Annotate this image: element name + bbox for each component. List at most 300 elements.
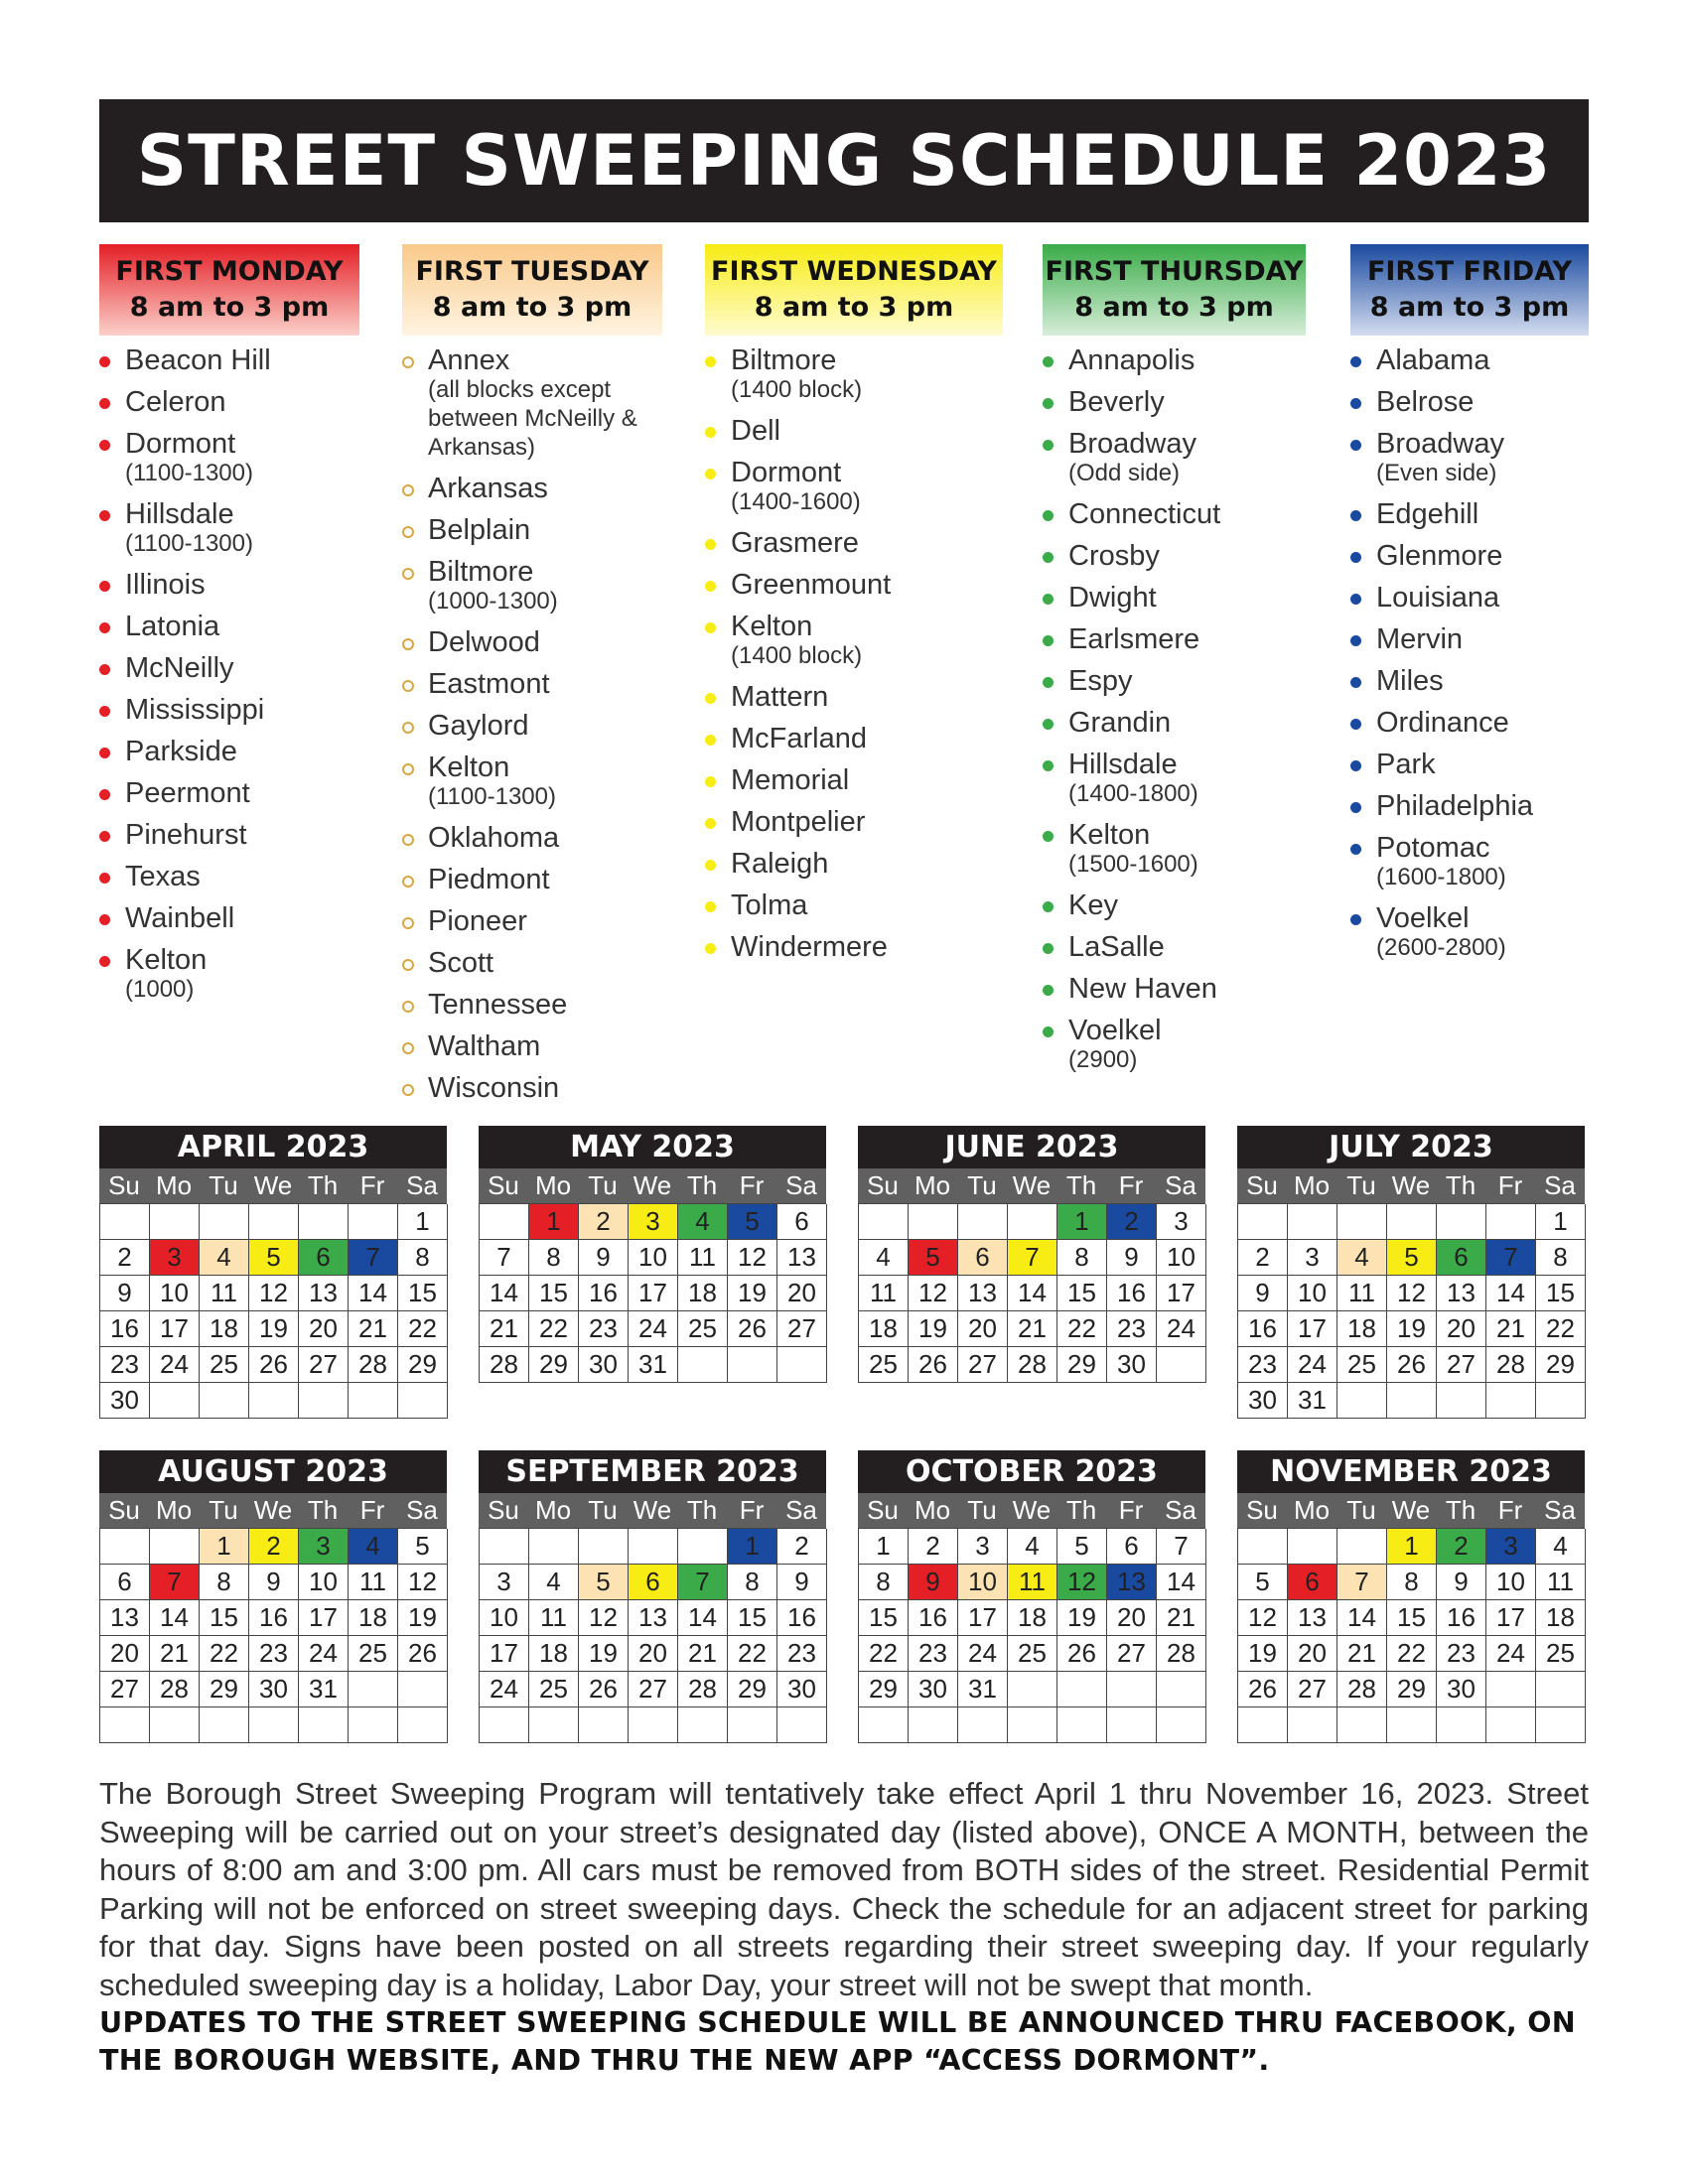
empty-cell [1536, 1707, 1586, 1743]
weekday-label: Tu [588, 1495, 618, 1525]
empty-cell [150, 1383, 200, 1419]
sweeping-day-cell: 6 [629, 1565, 678, 1600]
bullet-icon [402, 1084, 414, 1096]
weekday-label: Sa [1165, 1495, 1196, 1525]
sweeping-day-cell: 7 [150, 1565, 200, 1600]
day-cell: 16 [249, 1600, 299, 1636]
street-name: Peermont [125, 777, 250, 809]
day-cell: 13 [1437, 1276, 1486, 1311]
weekday-label: We [1391, 1170, 1431, 1200]
street-item [1043, 345, 1306, 375]
sweeping-day-cell: 3 [150, 1240, 200, 1276]
street-name: Pioneer [428, 905, 527, 937]
weekday-label: Su [488, 1495, 519, 1525]
day-cell: 23 [579, 1311, 629, 1347]
day-cell: 11 [678, 1240, 728, 1276]
weekday-label: Mo [534, 1495, 572, 1525]
weekday-label: Fr [739, 1170, 765, 1200]
month-calendar [858, 1450, 1205, 1743]
street-name: Kelton [125, 944, 208, 976]
day-grid [1237, 1528, 1585, 1743]
month-calendar [479, 1450, 826, 1743]
sweeping-day-cell: 6 [958, 1240, 1008, 1276]
day-cell: 30 [909, 1672, 958, 1707]
street-name: Waltham [428, 1030, 541, 1062]
day-cell: 9 [1437, 1565, 1486, 1600]
street-item [99, 499, 359, 558]
month-calendar [99, 1450, 447, 1743]
weekday-label: Su [108, 1495, 140, 1525]
bullet-icon [1350, 594, 1361, 605]
street-name: Voelkel [1068, 1015, 1162, 1046]
empty-cell [398, 1672, 448, 1707]
empty-cell [200, 1707, 249, 1743]
bullet-icon [402, 680, 414, 692]
bullet-icon [1043, 594, 1054, 605]
weekday-label: Tu [967, 1495, 997, 1525]
empty-cell [1288, 1707, 1337, 1743]
weekday-label: Th [1445, 1170, 1477, 1200]
street-name: Wainbell [125, 902, 235, 934]
empty-cell [1387, 1204, 1437, 1240]
empty-cell [1008, 1707, 1057, 1743]
sweeping-day-cell: 7 [1008, 1240, 1057, 1276]
day-cell: 29 [1387, 1672, 1437, 1707]
day-cell: 12 [1387, 1276, 1437, 1311]
street-name: Kelton [1068, 819, 1151, 851]
street-list [1350, 345, 1589, 962]
day-cell: 19 [579, 1636, 629, 1672]
street-item [402, 948, 662, 978]
bullet-icon [99, 581, 110, 592]
day-cell: 5 [398, 1529, 448, 1565]
street-name: Earlsmere [1068, 623, 1200, 655]
empty-cell [728, 1347, 777, 1383]
day-cell: 21 [1486, 1311, 1536, 1347]
weekday-label: Su [867, 1495, 899, 1525]
month-title: NOVEMBER 2023 [1237, 1450, 1585, 1493]
day-cell: 25 [678, 1311, 728, 1347]
street-item [705, 458, 1003, 516]
empty-cell [398, 1707, 448, 1743]
day-cell: 24 [1288, 1347, 1337, 1383]
day-cell: 10 [299, 1565, 349, 1600]
bullet-icon [1350, 844, 1361, 855]
day-cell: 18 [859, 1311, 909, 1347]
street-item [1350, 583, 1589, 613]
day-cell: 14 [1008, 1276, 1057, 1311]
day-cell: 19 [1238, 1636, 1288, 1672]
street-name: Piedmont [428, 864, 550, 895]
day-cell: 22 [1536, 1311, 1586, 1347]
empty-cell [1288, 1529, 1337, 1565]
column-header [1350, 244, 1589, 336]
street-name: Oklahoma [428, 822, 560, 854]
day-cell: 3 [958, 1529, 1008, 1565]
page-title: STREET SWEEPING SCHEDULE 2023 [99, 99, 1589, 222]
day-cell: 25 [859, 1347, 909, 1383]
bullet-icon [705, 581, 716, 592]
street-item [1350, 833, 1589, 891]
day-cell: 4 [1008, 1529, 1057, 1565]
street-note: (Even side) [1376, 460, 1497, 486]
street-name: Ordinance [1376, 707, 1509, 739]
street-name: Latonia [125, 611, 220, 642]
day-cell: 31 [1288, 1383, 1337, 1419]
day-cell: 4 [1536, 1529, 1586, 1565]
empty-cell [1008, 1204, 1057, 1240]
empty-cell [909, 1204, 958, 1240]
day-cell: 31 [958, 1672, 1008, 1707]
empty-cell [1486, 1707, 1536, 1743]
street-name: Memorial [731, 764, 850, 796]
day-cell: 8 [529, 1240, 579, 1276]
day-cell: 27 [299, 1347, 349, 1383]
street-item [1043, 429, 1306, 487]
street-item [99, 737, 359, 766]
day-cell: 9 [249, 1565, 299, 1600]
day-cell: 29 [1536, 1347, 1586, 1383]
street-name: Grandin [1068, 707, 1172, 739]
day-grid [858, 1528, 1205, 1743]
empty-cell [1337, 1383, 1387, 1419]
day-cell: 9 [1107, 1240, 1157, 1276]
weekday-label: Sa [785, 1495, 817, 1525]
empty-cell [1107, 1707, 1157, 1743]
day-cell: 2 [909, 1529, 958, 1565]
weekday-label: Mo [1293, 1495, 1331, 1525]
street-item [99, 862, 359, 891]
day-cell: 17 [1157, 1276, 1206, 1311]
day-cell: 17 [150, 1311, 200, 1347]
sweeping-day-cell: 10 [958, 1565, 1008, 1600]
street-item [99, 570, 359, 600]
day-cell: 15 [728, 1600, 777, 1636]
column-day: FIRST THURSDAY [1045, 256, 1304, 287]
sweeping-day-cell: 1 [200, 1529, 249, 1565]
empty-cell [1008, 1672, 1057, 1707]
day-cell: 26 [579, 1672, 629, 1707]
empty-cell [909, 1707, 958, 1743]
weekday-label: Tu [209, 1495, 238, 1525]
empty-cell [1157, 1672, 1206, 1707]
bullet-icon [1350, 635, 1361, 646]
empty-cell [1437, 1204, 1486, 1240]
street-name: Biltmore [428, 556, 534, 588]
day-cell: 3 [480, 1565, 529, 1600]
day-cell: 28 [678, 1672, 728, 1707]
street-item [402, 990, 662, 1020]
column-time: 8 am to 3 pm [754, 292, 954, 323]
weekday-label: Mo [155, 1170, 193, 1200]
day-cell: 26 [909, 1347, 958, 1383]
weekday-label: Sa [406, 1170, 438, 1200]
sweeping-day-cell: 4 [349, 1529, 398, 1565]
weekday-header [99, 1493, 447, 1528]
street-name: McNeilly [125, 652, 234, 684]
day-cell: 28 [150, 1672, 200, 1707]
street-item [99, 612, 359, 641]
empty-cell [859, 1707, 909, 1743]
day-cell: 21 [678, 1636, 728, 1672]
street-item [402, 711, 662, 741]
street-list [99, 345, 359, 1004]
day-cell: 26 [398, 1636, 448, 1672]
month-title: OCTOBER 2023 [858, 1450, 1205, 1493]
day-cell: 22 [1057, 1311, 1107, 1347]
empty-cell [480, 1707, 529, 1743]
bullet-icon [402, 834, 414, 846]
street-item [705, 570, 1003, 600]
day-cell: 14 [480, 1276, 529, 1311]
day-cell: 7 [1157, 1529, 1206, 1565]
day-cell: 13 [100, 1600, 150, 1636]
day-cell: 21 [1337, 1636, 1387, 1672]
sweeping-day-cell: 13 [1107, 1565, 1157, 1600]
day-cell: 23 [100, 1347, 150, 1383]
bullet-icon [99, 789, 110, 800]
day-cell: 24 [1486, 1636, 1536, 1672]
street-name: Glenmore [1376, 540, 1503, 572]
weekday-label: We [633, 1170, 672, 1200]
street-item [705, 932, 1003, 962]
empty-cell [1437, 1707, 1486, 1743]
day-cell: 18 [678, 1276, 728, 1311]
street-name: Dell [731, 415, 780, 447]
bullet-icon [1350, 677, 1361, 688]
description-text: The Borough Street Sweeping Program will tentatively take effect April 1 thru November 16, 2023. Street Sweeping will be carried out on your street’s designated day (listed above), ONCE A MONTH, between the hours of 8:00 am and 3:00 pm. All cars must be removed from BOTH sides of the street. Residential Permit Parking will not be enforced on street sweeping days. Check the schedule for an adjacent street for parking for that day. Signs have been posted on all streets regarding their street sweeping day. If your regularly scheduled sweeping day is a holiday, Labor Day, your street will not be swept that month. [99, 1776, 1589, 2002]
weekday-header [1237, 1493, 1585, 1528]
street-item [402, 627, 662, 657]
weekday-label: We [253, 1495, 293, 1525]
bullet-icon [705, 735, 716, 746]
street-name: Scott [428, 947, 494, 979]
day-cell: 13 [629, 1600, 678, 1636]
column-wednesday [705, 244, 1003, 974]
bullet-icon [1350, 440, 1361, 451]
empty-cell [299, 1707, 349, 1743]
day-cell: 30 [1437, 1672, 1486, 1707]
month-calendar [1237, 1126, 1585, 1419]
day-cell: 29 [728, 1672, 777, 1707]
day-cell: 22 [1387, 1636, 1437, 1672]
day-cell: 14 [1157, 1565, 1206, 1600]
street-item [1043, 890, 1306, 920]
sweeping-day-cell: 11 [1008, 1565, 1057, 1600]
day-cell: 10 [480, 1600, 529, 1636]
street-name: Raleigh [731, 848, 829, 880]
day-cell: 5 [1057, 1529, 1107, 1565]
day-cell: 24 [1157, 1311, 1206, 1347]
empty-cell [150, 1204, 200, 1240]
day-cell: 26 [249, 1347, 299, 1383]
street-item [1350, 429, 1589, 487]
bullet-icon [402, 876, 414, 887]
day-cell: 1 [398, 1204, 448, 1240]
sweeping-day-cell: 3 [629, 1204, 678, 1240]
empty-cell [349, 1383, 398, 1419]
street-list [705, 345, 1003, 962]
weekday-label: Tu [1346, 1495, 1376, 1525]
day-cell: 2 [100, 1240, 150, 1276]
bullet-icon [402, 763, 414, 775]
street-item [1043, 820, 1306, 879]
empty-cell [529, 1529, 579, 1565]
street-name: Windermere [731, 931, 888, 963]
street-name: Parkside [125, 736, 237, 767]
sweeping-day-cell: 7 [1337, 1565, 1387, 1600]
bullet-icon [402, 484, 414, 496]
empty-cell [1337, 1707, 1387, 1743]
day-cell: 17 [480, 1636, 529, 1672]
day-cell: 11 [529, 1600, 579, 1636]
day-cell: 9 [1238, 1276, 1288, 1311]
day-cell: 21 [480, 1311, 529, 1347]
street-name: Biltmore [731, 344, 837, 376]
day-cell: 4 [529, 1565, 579, 1600]
street-name: Kelton [428, 751, 510, 783]
street-item [1043, 974, 1306, 1004]
empty-cell [529, 1707, 579, 1743]
column-header [1043, 244, 1306, 336]
empty-cell [480, 1204, 529, 1240]
bullet-icon [402, 568, 414, 580]
empty-cell [249, 1383, 299, 1419]
weekday-label: Sa [406, 1495, 438, 1525]
day-cell: 21 [1008, 1311, 1057, 1347]
weekday-label: Mo [914, 1170, 951, 1200]
weekday-header [858, 1493, 1205, 1528]
day-cell: 14 [678, 1600, 728, 1636]
day-cell: 10 [1288, 1276, 1337, 1311]
day-cell: 12 [1238, 1600, 1288, 1636]
weekday-label: We [253, 1170, 293, 1200]
bullet-icon [1350, 356, 1361, 367]
day-cell: 19 [1057, 1600, 1107, 1636]
day-cell: 18 [200, 1311, 249, 1347]
empty-cell [1057, 1707, 1107, 1743]
day-cell: 11 [1536, 1565, 1586, 1600]
street-item [99, 653, 359, 683]
day-cell: 28 [480, 1347, 529, 1383]
weekday-label: Su [1246, 1170, 1278, 1200]
street-name: Pinehurst [125, 819, 247, 851]
street-item [705, 612, 1003, 670]
day-cell: 19 [1387, 1311, 1437, 1347]
day-cell: 11 [349, 1565, 398, 1600]
empty-cell [349, 1672, 398, 1707]
day-cell: 26 [1238, 1672, 1288, 1707]
day-cell: 15 [1536, 1276, 1586, 1311]
street-name: Gaylord [428, 710, 529, 742]
bullet-icon [99, 914, 110, 925]
weekday-label: Su [488, 1170, 519, 1200]
empty-cell [1238, 1204, 1288, 1240]
empty-cell [777, 1707, 827, 1743]
weekday-label: Mo [534, 1170, 572, 1200]
street-name: New Haven [1068, 973, 1217, 1005]
street-name: Dwight [1068, 582, 1157, 614]
day-cell: 7 [480, 1240, 529, 1276]
day-cell: 22 [398, 1311, 448, 1347]
day-grid [858, 1203, 1205, 1383]
day-cell: 10 [150, 1276, 200, 1311]
street-item [1350, 345, 1589, 375]
street-name: Arkansas [428, 473, 548, 504]
street-item [1043, 624, 1306, 654]
street-item [1043, 708, 1306, 738]
street-name: Illinois [125, 569, 206, 601]
weekday-label: Fr [1118, 1495, 1144, 1525]
bullet-icon [1043, 356, 1054, 367]
weekday-header [99, 1168, 447, 1203]
bullet-icon [705, 943, 716, 954]
day-cell: 11 [859, 1276, 909, 1311]
weekday-label: We [1391, 1495, 1431, 1525]
street-item [1043, 1016, 1306, 1074]
sweeping-day-cell: 12 [1057, 1565, 1107, 1600]
street-note: (1600-1800) [1376, 864, 1506, 890]
street-name: Miles [1376, 665, 1444, 697]
weekday-label: Fr [359, 1170, 385, 1200]
bullet-icon [1043, 677, 1054, 688]
month-calendar [858, 1126, 1205, 1383]
weekday-label: Th [1065, 1495, 1097, 1525]
day-cell: 11 [1337, 1276, 1387, 1311]
day-cell: 23 [1437, 1636, 1486, 1672]
month-calendar [99, 1126, 447, 1419]
weekday-label: Tu [209, 1170, 238, 1200]
day-cell: 14 [1486, 1276, 1536, 1311]
empty-cell [249, 1707, 299, 1743]
empty-cell [678, 1529, 728, 1565]
bullet-icon [402, 722, 414, 734]
column-header [705, 244, 1003, 336]
bullet-icon [99, 956, 110, 967]
empty-cell [777, 1347, 827, 1383]
bullet-icon [1043, 760, 1054, 771]
bullet-icon [1043, 510, 1054, 521]
sweeping-day-cell: 4 [1337, 1240, 1387, 1276]
day-cell: 1 [859, 1529, 909, 1565]
weekday-label: Mo [1293, 1170, 1331, 1200]
street-item [705, 416, 1003, 446]
day-cell: 18 [349, 1600, 398, 1636]
street-name: Beacon Hill [125, 344, 271, 376]
bullet-icon [1043, 985, 1054, 996]
day-cell: 17 [299, 1600, 349, 1636]
empty-cell [480, 1529, 529, 1565]
day-cell: 16 [1107, 1276, 1157, 1311]
sweeping-day-cell: 5 [1387, 1240, 1437, 1276]
empty-cell [100, 1707, 150, 1743]
day-cell: 19 [909, 1311, 958, 1347]
empty-cell [579, 1707, 629, 1743]
street-name: Dormont [125, 428, 236, 460]
street-item [402, 1073, 662, 1103]
street-note: (1400 block) [731, 376, 863, 403]
day-cell: 29 [398, 1347, 448, 1383]
street-name: Alabama [1376, 344, 1490, 376]
updates-notice: UPDATES TO THE STREET SWEEPING SCHEDULE WILL BE ANNOUNCED THRU FACEBOOK, ON THE BOROUGH WEBSITE, AND THRU THE NEW APP “ACCESS DORMONT”. [99, 2006, 1576, 2077]
street-item [99, 778, 359, 808]
day-cell: 10 [629, 1240, 678, 1276]
day-cell: 8 [1057, 1240, 1107, 1276]
bullet-icon [402, 526, 414, 538]
month-title: JUNE 2023 [858, 1126, 1205, 1168]
street-list [1043, 345, 1306, 1074]
sweeping-day-cell: 5 [249, 1240, 299, 1276]
